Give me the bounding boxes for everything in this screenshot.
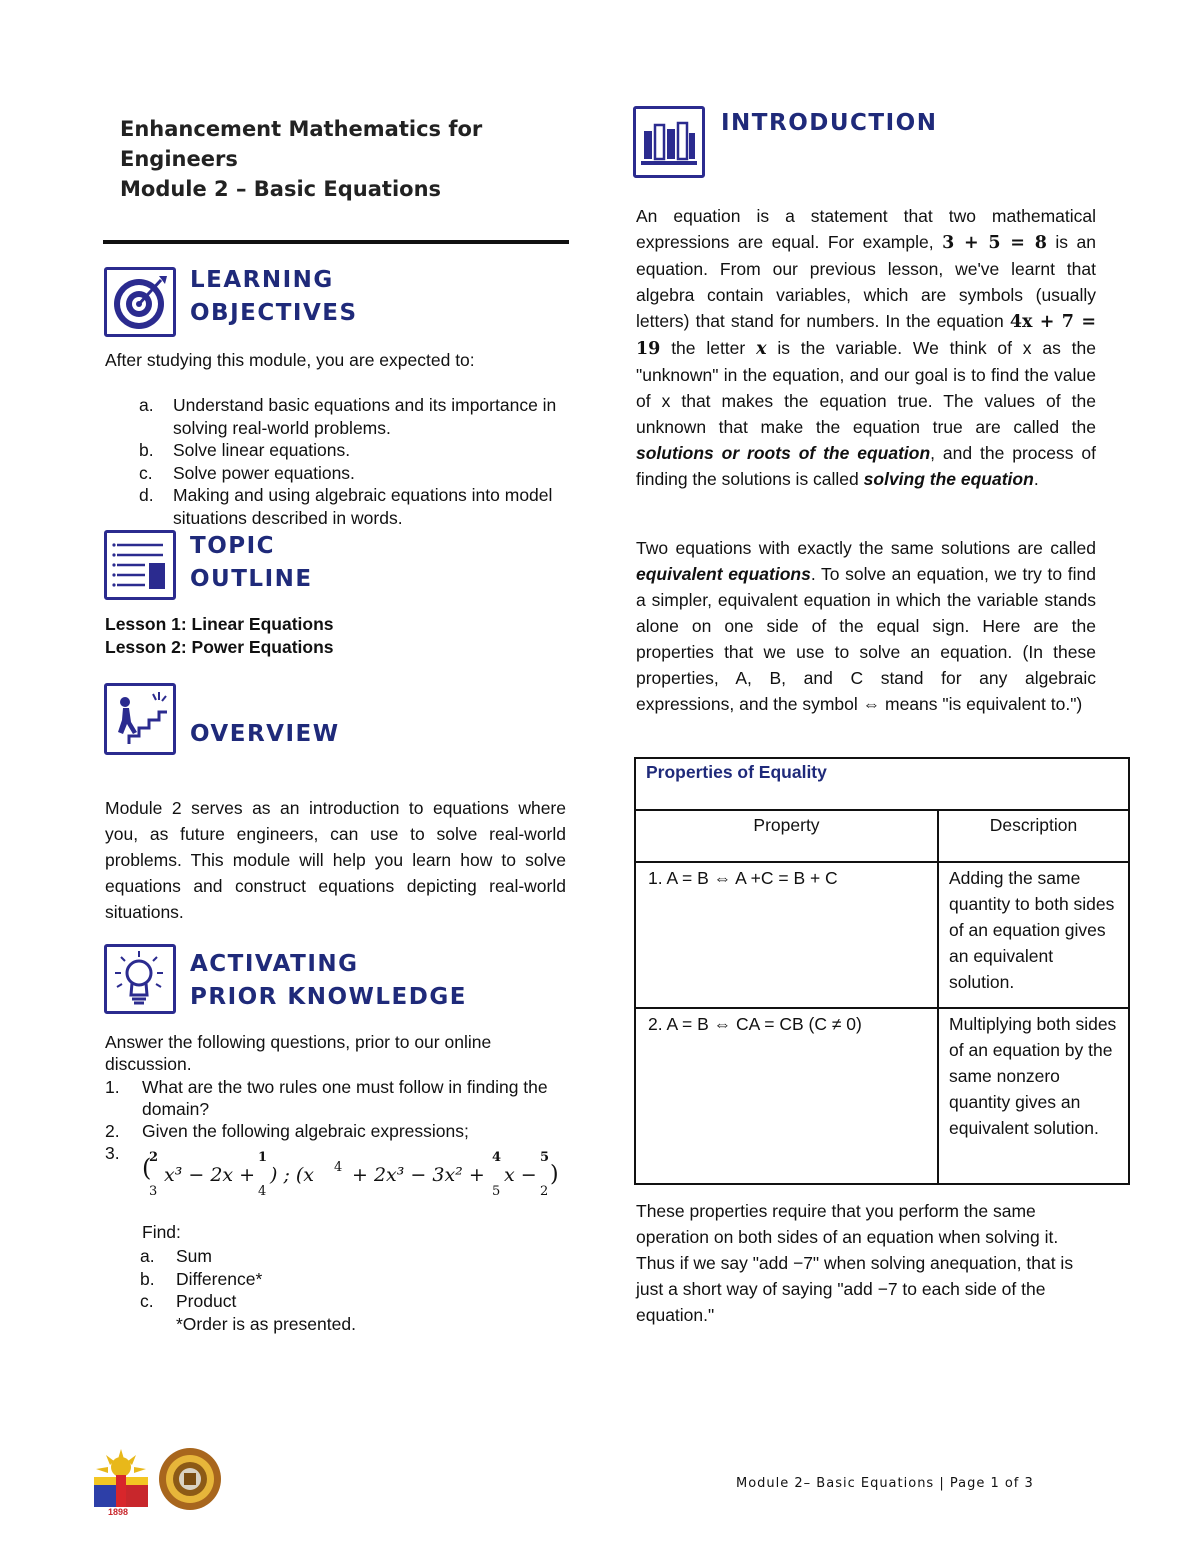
overview-paragraph: Module 2 serves as an introduction to equations where you, as future engineers, can use to solve real-world problems. This module will help you learn how to solve equations and construct equations depicting real-world situations. [105, 798, 566, 922]
list-item: 2. Given the following algebraic expressions; [105, 1121, 469, 1141]
list-item: c. Solve power equations. [139, 462, 355, 483]
find-label: Find: [142, 1222, 181, 1242]
list-item: a. Sum [140, 1246, 212, 1266]
stairs-walker-icon [104, 683, 176, 755]
find-list [105, 1245, 560, 1335]
activating-intro: Answer the following questions, prior to our online discussion. [105, 1032, 492, 1074]
table-row [635, 862, 1129, 1008]
list-item: Lesson 2: Power Equations [105, 637, 334, 657]
title-line-2: Engineers [120, 147, 238, 171]
introduction-paragraph-2: Two equations with exactly the same solutions are called equivalent equations. To solve an equation, we try to find a simpler, equivalent equation in which the variable stands alone on one side of the equal sign. Here are the properties that we use to solve an equation. (In these properties, A, B, and C stand for any algebraic expressions, and the symbol ⇔ means "is equivalent to.") [636, 538, 1097, 714]
lesson-list [105, 613, 334, 659]
document-title [120, 114, 540, 204]
topic-outline-heading: TOPIC OUTLINE [190, 533, 313, 592]
list-item: c. Product [140, 1291, 237, 1311]
books-icon [633, 106, 705, 178]
table-title: Properties of Equality [635, 758, 1129, 810]
algebraic-expression: ( 2 3 x³ − 2x + 1 4 ) ; (x 4 + 2x³ − 3x² + 4 5 x − 5 2 ) [142, 1150, 559, 1199]
table-header-description: Description [938, 810, 1129, 862]
learning-objectives-heading: LEARNING OBJECTIVES [190, 267, 358, 326]
university-seal-logo [158, 1445, 222, 1513]
outline-list-icon [104, 530, 176, 600]
description-cell: Multiplying both sides of an equation by the same nonzero quantity gives an equivalent solution. [938, 1008, 1129, 1184]
activating-heading: ACTIVATING PRIOR KNOWLEDGE [190, 951, 467, 1010]
list-item: b. Difference* [140, 1268, 263, 1289]
list-item: 1. What are the two rules one must follow in finding the domain? [105, 1077, 548, 1119]
list-item: Lesson 1: Linear Equations [105, 614, 334, 634]
questions-list: 1. What are the two rules one must follow in finding the domain? 2. Given the following algebraic expressions; 3. [105, 1076, 560, 1142]
list-item: d. Making and using algebraic equations into model situations described in words. [139, 485, 553, 528]
philippine-sun-logo [88, 1449, 154, 1519]
description-cell: Adding the same quantity to both sides of an equation gives an equivalent solution. [938, 862, 1129, 1008]
table-header-property: Property [635, 810, 938, 862]
property-cell: 1. A = B ⇔ A +C = B + C [635, 862, 938, 1008]
title-line-3: Module 2 – Basic Equations [120, 177, 442, 201]
objectives-intro: After studying this module, you are expected to: [105, 350, 475, 370]
logo-year: 1898 [108, 1507, 129, 1517]
order-note: *Order is as presented. [176, 1313, 356, 1334]
introduction-paragraph-1: An equation is a statement that two mathematical expressions are equal. For example, 3 + 5 = 8 is an equation. From our previous lesson, we've learnt that algebra contain variables, which are symbols (usually letters) that stand for numbers. In the equation 4x + 7 = 19 the letter x is the variable. We think of x as the "unknown" in the equation, and our goal is to find the value of x that makes the equation true. The values of the unknown that make the equation true are called the solutions or roots of the equation, and the process of finding the solutions is called solving the equation. [636, 206, 1096, 489]
list-item: b. Solve linear equations. [139, 440, 351, 460]
page-footer: Module 2– Basic Equations | Page 1 of 3 [736, 1476, 1034, 1491]
property-cell: 2. A = B ⇔ CA = CB (C ≠ 0) [635, 1008, 938, 1184]
properties-table [634, 757, 1130, 1185]
objectives-list [105, 394, 560, 529]
introduction-heading: INTRODUCTION [721, 110, 938, 136]
lightbulb-icon [104, 944, 176, 1014]
overview-heading: OVERVIEW [190, 721, 340, 747]
list-item: a. Understand basic equations and its importance in solving real-world problems. [139, 395, 557, 438]
title-line-1: Enhancement Mathematics for [120, 117, 483, 141]
target-icon [104, 267, 176, 337]
title-divider [103, 240, 569, 244]
table-row [635, 1008, 1129, 1184]
introduction-paragraph-3: These properties require that you perform the same operation on both sides of an equation when solving it. Thus if we say "add −7" when solving anequation, that is just a short way of saying "add −7 to each side of the equation." [636, 1201, 1074, 1325]
